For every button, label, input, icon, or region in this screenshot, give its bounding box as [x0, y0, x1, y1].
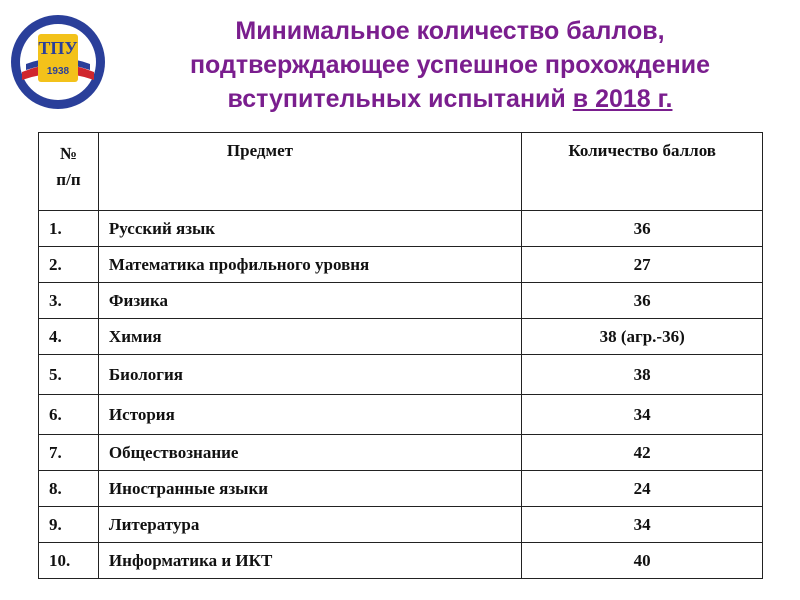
header-number-sign: № — [59, 144, 77, 163]
header-subject: Предмет — [98, 133, 521, 211]
scores-table — [38, 132, 763, 579]
header-score: Количество баллов — [522, 133, 763, 211]
row-subject: Обществознание — [98, 435, 521, 471]
row-number: 10. — [39, 543, 99, 579]
title-line-1: Минимальное количество баллов, — [235, 17, 665, 45]
row-score: 34 — [522, 395, 763, 435]
row-score: 24 — [522, 471, 763, 507]
table-row — [39, 507, 763, 543]
row-number: 2. — [39, 247, 99, 283]
row-number: 8. — [39, 471, 99, 507]
row-subject: Информатика и ИКТ — [98, 543, 521, 579]
row-score: 36 — [522, 211, 763, 247]
table-header-row — [39, 133, 763, 211]
table-row — [39, 211, 763, 247]
row-subject: История — [98, 395, 521, 435]
table-row — [39, 435, 763, 471]
row-number: 4. — [39, 319, 99, 355]
row-score: 40 — [522, 543, 763, 579]
header-number-abbr: п/п — [56, 170, 81, 189]
table-row — [39, 283, 763, 319]
row-number: 7. — [39, 435, 99, 471]
row-number: 9. — [39, 507, 99, 543]
row-score: 42 — [522, 435, 763, 471]
row-number: 1. — [39, 211, 99, 247]
university-logo — [8, 12, 108, 112]
row-score: 38 (агр.-36) — [522, 319, 763, 355]
row-subject: Химия — [98, 319, 521, 355]
row-subject: Литература — [98, 507, 521, 543]
title-year: в 2018 г. — [572, 85, 673, 113]
table-row — [39, 355, 763, 395]
row-subject: Физика — [98, 283, 521, 319]
row-score: 34 — [522, 507, 763, 543]
row-subject: Биология — [98, 355, 521, 395]
table-row — [39, 543, 763, 579]
logo-text: ТПУ — [38, 38, 78, 58]
row-score: 38 — [522, 355, 763, 395]
table-row — [39, 395, 763, 435]
title-line-2: подтверждающее успешное прохождение — [189, 51, 711, 79]
row-subject: Иностранные языки — [98, 471, 521, 507]
row-subject: Русский язык — [98, 211, 521, 247]
row-score: 36 — [522, 283, 763, 319]
table-row — [39, 471, 763, 507]
row-number: 3. — [39, 283, 99, 319]
table-row — [39, 319, 763, 355]
logo-year: 1938 — [46, 66, 70, 77]
header-number — [39, 133, 99, 211]
table-row — [39, 247, 763, 283]
title-line-3 — [118, 82, 782, 116]
page-title — [118, 14, 782, 116]
title-line-3-prefix: вступительных испытаний — [227, 85, 566, 113]
row-score: 27 — [522, 247, 763, 283]
row-number: 6. — [39, 395, 99, 435]
row-number: 5. — [39, 355, 99, 395]
row-subject: Математика профильного уровня — [98, 247, 521, 283]
